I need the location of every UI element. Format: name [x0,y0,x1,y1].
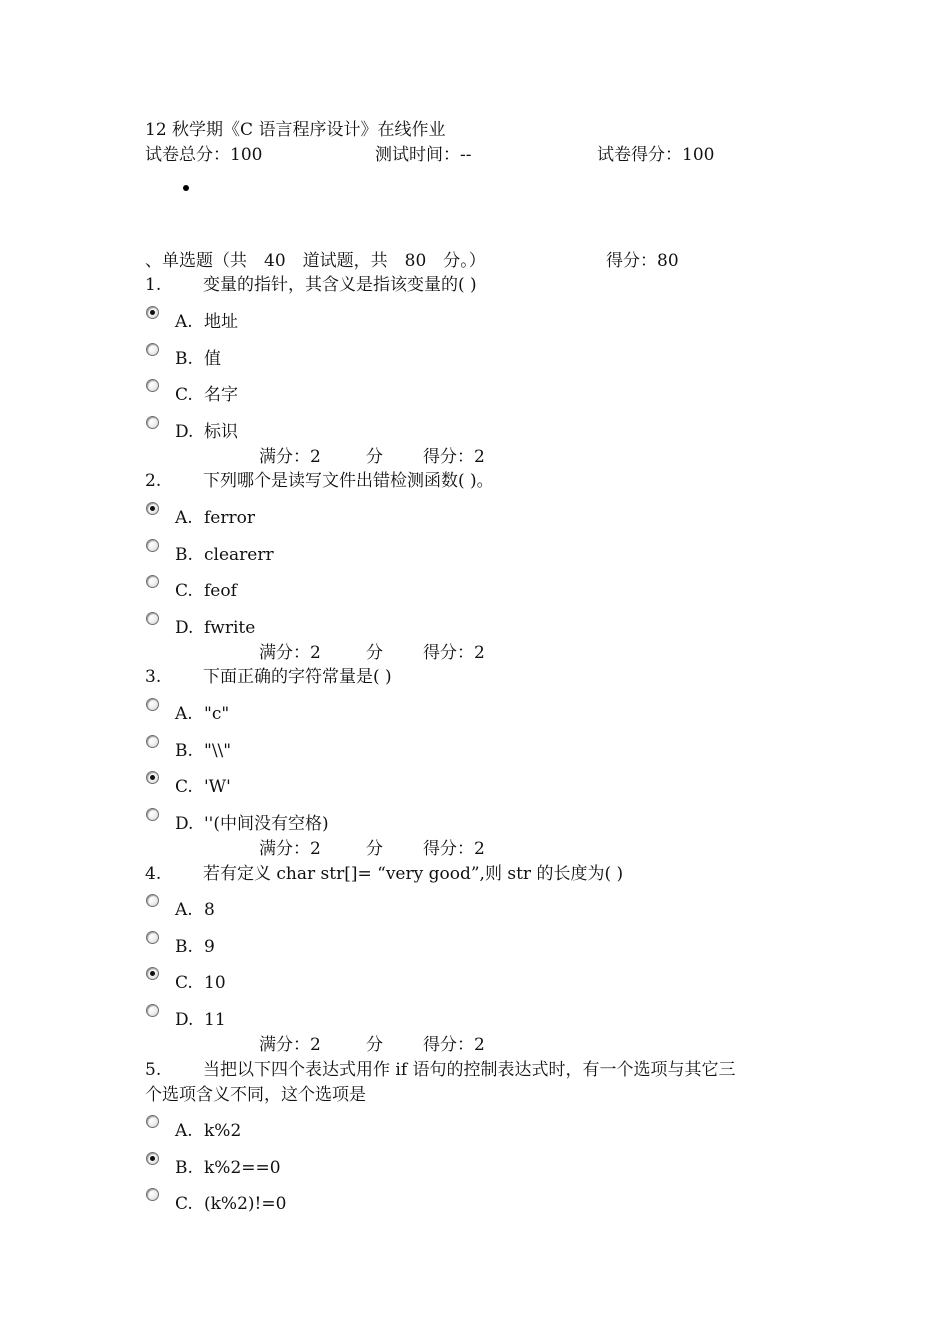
question-text-continued: 个选项含义不同，这个选项是 [145,1085,366,1105]
option-radio[interactable] [146,343,159,356]
full-score: 满分：2 [259,447,321,467]
obtained-score: 得分：2 [423,643,485,663]
total-score-label: 试卷总分：100 [145,145,263,165]
option-radio[interactable] [146,612,159,625]
full-score: 满分：2 [259,643,321,663]
question-number: 2. [145,471,162,491]
question-text: 当把以下四个表达式用作 if 语句的控制表达式时，有一个选项与其它三 [203,1060,736,1080]
full-score: 满分：2 [259,839,321,859]
option-label: A. "c" [175,704,230,724]
option-label: A. k%2 [175,1121,242,1141]
test-time-label: 测试时间：-- [375,145,472,165]
question-text: 下面正确的字符常量是( ) [203,667,392,687]
question-number: 5. [145,1060,162,1080]
option-label: A. ferror [175,508,255,528]
option-radio[interactable] [146,808,159,821]
option-label: D. ''(中间没有空格) [175,814,329,834]
option-label: D. 标识 [175,422,238,442]
option-radio[interactable] [146,1115,159,1128]
option-radio[interactable] [146,931,159,944]
option-label: C. feof [175,581,237,601]
option-radio[interactable] [146,735,159,748]
option-radio[interactable] [146,379,159,392]
score-unit: 分 [366,1035,383,1055]
option-label: B. clearerr [175,545,274,565]
option-radio[interactable] [146,502,159,515]
option-label: B. 9 [175,937,215,957]
question-number: 1. [145,275,162,295]
option-radio[interactable] [146,967,159,980]
option-label: B. 值 [175,349,221,369]
obtained-score: 得分：2 [423,447,485,467]
option-radio[interactable] [146,1152,159,1165]
bullet-dot [183,185,189,191]
option-label: C. 'W' [175,777,231,797]
option-label: A. 8 [175,900,215,920]
option-radio[interactable] [146,894,159,907]
option-label: C. 名字 [175,385,238,405]
question-text: 下列哪个是读写文件出错检测函数( )。 [203,471,494,491]
section-score: 得分：80 [606,251,679,271]
section-title: 、单选题（共 40 道试题，共 80 分。） [145,251,486,271]
score-unit: 分 [366,643,383,663]
option-radio[interactable] [146,698,159,711]
question-text: 变量的指针，其含义是指该变量的( ) [203,275,477,295]
option-label: B. "\\" [175,741,232,761]
page-title: 12 秋学期《C 语言程序设计》在线作业 [145,120,446,140]
option-radio[interactable] [146,771,159,784]
option-label: C. (k%2)!=0 [175,1194,287,1214]
option-label: D. fwrite [175,618,256,638]
full-score: 满分：2 [259,1035,321,1055]
option-radio[interactable] [146,575,159,588]
question-number: 4. [145,864,162,884]
option-label: B. k%2==0 [175,1158,281,1178]
option-radio[interactable] [146,1004,159,1017]
option-radio[interactable] [146,539,159,552]
paper-score-label: 试卷得分：100 [597,145,715,165]
obtained-score: 得分：2 [423,1035,485,1055]
option-radio[interactable] [146,1188,159,1201]
option-label: C. 10 [175,973,226,993]
question-number: 3. [145,667,162,687]
option-radio[interactable] [146,416,159,429]
option-radio[interactable] [146,306,159,319]
option-label: D. 11 [175,1010,226,1030]
obtained-score: 得分：2 [423,839,485,859]
question-text: 若有定义 char str[]= “very good”,则 str 的长度为( ) [203,864,624,884]
option-label: A. 地址 [175,312,238,332]
score-unit: 分 [366,839,383,859]
score-unit: 分 [366,447,383,467]
